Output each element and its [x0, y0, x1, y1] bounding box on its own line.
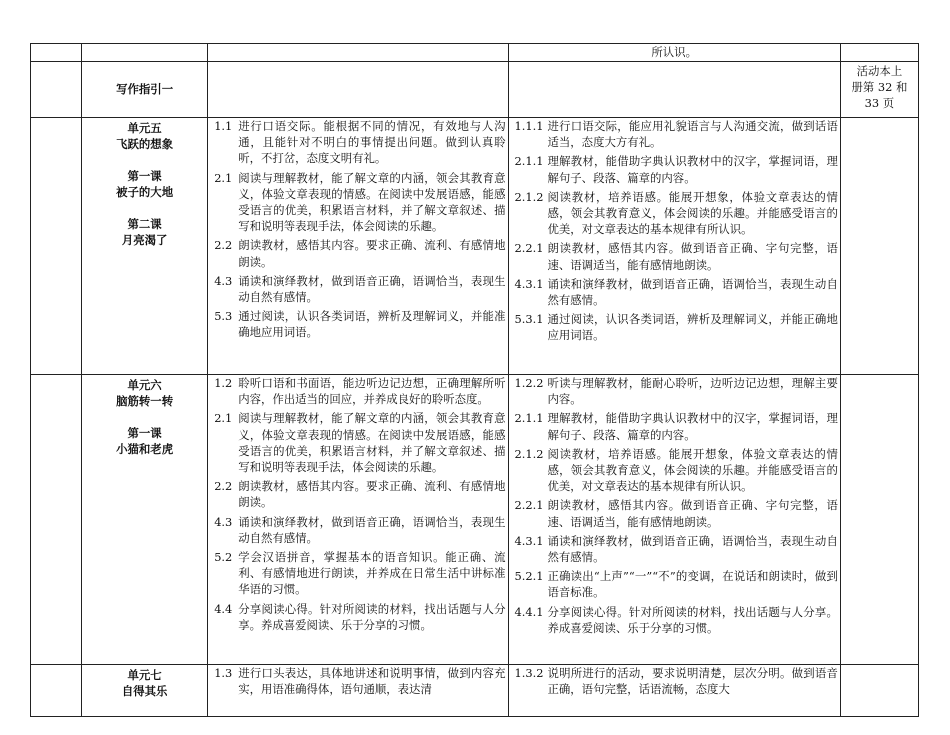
- objective-item: 4.4.1 分享阅读心得。针对所阅读的材料，找出话题与人分享。养成喜爱阅读、乐于分享的习惯。: [514, 604, 838, 635]
- standard-item: 5.2 学会汉语拼音，掌握基本的语音知识。能正确、流利、有感情地进行朗读，并养成在日常生活中讲标准华语的习惯。: [214, 550, 506, 597]
- continuation-row: [31, 44, 919, 62]
- unit-theme: 飞跃的想象: [116, 137, 174, 151]
- objectives-cell: [508, 375, 840, 665]
- objective-cell: [508, 44, 840, 62]
- objective-item: 1.2.2 听读与理解教材，能耐心聆听，边听边记边想，理解主要内容。: [514, 376, 838, 407]
- standard-item: 2.1 阅读与理解教材，能了解文章的内涵，领会其教育意义，体验文章表现的情感。在阅读中发展语感，能感受语言的优美，积累语言材料，并了解文章叙述、描写和说明等表现手法，体会阅读的乐趣。: [214, 170, 506, 234]
- reference-line: 册第 32 和: [851, 80, 908, 95]
- unit-title: 单元六: [127, 378, 162, 392]
- standard-item: 5.3 通过阅读，认识各类词语，辨析及理解词义，并能准确地应用词语。: [214, 309, 506, 340]
- lesson-title: 被子的大地: [116, 185, 174, 199]
- standard-item: 2.1 阅读与理解教材，能了解文章的内涵，领会其教育意义，体验文章表现的情感。在阅读中发展语感，能感受语言的优美，积累语言材料，并了解文章叙述、描写和说明等表现手法，体会阅读的乐趣。: [214, 411, 506, 475]
- objectives-cell: [508, 118, 840, 375]
- unit7-titles: [82, 665, 208, 717]
- standard-cell: [208, 44, 508, 62]
- continuation-text: 所认识。: [651, 45, 697, 59]
- week-cell: [31, 62, 82, 118]
- objective-item: 2.1.2 阅读教材，培养语感。能展开想象，体验文章表达的情感，领会其教育意义，体会阅读的乐趣。并能感受语言的优美，对文章表达的基本规律有所认识。: [514, 189, 838, 237]
- standard-item: 2.2 朗读教材，感悟其内容。要求正确、流利、有感情地朗读。: [214, 479, 506, 510]
- curriculum-table-page: [30, 43, 919, 720]
- objective-item: 2.2.1 朗读教材，感悟其内容。做到语音正确、字句完整，语速、语调适当，能有感情地朗读。: [514, 241, 838, 272]
- objective-item: 4.3.1 诵读和演绎教材，做到语音正确，语调恰当，表现生动自然有感情。: [514, 533, 838, 565]
- standard-item: 1.3 进行口头表达，具体地讲述和说明事情，做到内容充实，用语准确得体，语句通顺，表达清: [214, 666, 506, 697]
- objective-item: 2.1.2 阅读教材，培养语感。能展开想象，体验文章表达的情感，领会其教育意义，体会阅读的乐趣。并能感受语言的优美，对文章表达的基本规律有所认识。: [514, 446, 838, 494]
- objective-item: 4.3.1 诵读和演绎教材，做到语音正确，语调恰当，表现生动自然有感情。: [514, 276, 838, 308]
- standard-item: 4.4 分享阅读心得。针对所阅读的材料，找出话题与人分享。养成喜爱阅读、乐于分享的习惯。: [214, 601, 506, 632]
- standards-cell: [208, 375, 508, 665]
- lesson-title: 月亮渴了: [121, 233, 168, 247]
- lesson-label: 第二课: [127, 217, 162, 231]
- lesson-label: 第一课: [127, 426, 162, 440]
- unit5-row: [31, 118, 919, 375]
- unit7-row: [31, 665, 919, 717]
- standards-cell: [208, 118, 508, 375]
- week-cell: [31, 44, 82, 62]
- activity-book-reference: [840, 62, 918, 118]
- objective-item: 2.2.1 朗读教材，感悟其内容。做到语音正确、字句完整，语速、语调适当，能有感情地朗读。: [514, 498, 838, 529]
- writing-guide-title: 写作指引一: [82, 62, 208, 118]
- objective-item: 1.3.2 说明所进行的活动，要求说明清楚，层次分明。做到语音正确，语句完整，话语流畅，态度大: [514, 666, 838, 697]
- objectives-cell: [508, 665, 840, 717]
- week-cell: [31, 665, 82, 717]
- standard-item: 1.1 进行口语交际。能根据不同的情况，有效地与人沟通，且能针对不明白的事情提出问题。做到认真聆听，不打岔，态度文明有礼。: [214, 119, 506, 166]
- week-cell: [31, 118, 82, 375]
- unit-title: 单元五: [127, 121, 162, 135]
- standard-item: 2.2 朗读教材，感悟其内容。要求正确、流利、有感情地朗读。: [214, 238, 506, 269]
- standard-cell: [208, 62, 508, 118]
- note-cell: [840, 375, 918, 665]
- reference-line: 活动本上: [856, 64, 903, 78]
- note-cell: [840, 44, 918, 62]
- standard-item: 1.2 聆听口语和书面语，能边听边记边想，正确理解所听内容，作出适当的回应，并养成良好的聆听态度。: [214, 376, 506, 407]
- objective-item: 1.1.1 进行口语交际，能应用礼貌语言与人沟通交流，做到话语适当，态度大方有礼。: [514, 119, 838, 150]
- standard-item: 4.3 诵读和演绎教材，做到语音正确，语调恰当，表现生动自然有感情。: [214, 514, 506, 545]
- objective-item: 2.1.1 理解教材，能借助字典认识教材中的汉字，掌握词语，理解句子、段落、篇章的内容。: [514, 411, 838, 442]
- lesson-label: 第一课: [127, 169, 162, 183]
- unit-title: 单元七: [127, 668, 162, 682]
- objective-item: 5.3.1 通过阅读，认识各类词语，辨析及理解词义，并能正确地应用词语。: [514, 312, 838, 343]
- unit-theme: 脑筋转一转: [116, 394, 174, 408]
- note-cell: [840, 665, 918, 717]
- objective-item: 5.2.1 正确读出“上声”“一”“不”的变调，在说话和朗读时，做到语音标准。: [514, 569, 838, 600]
- unit6-titles: [82, 375, 208, 665]
- objective-item: 2.1.1 理解教材，能借助字典认识教材中的汉字，掌握词语，理解句子、段落、篇章的内容。: [514, 154, 838, 185]
- standard-item: 4.3 诵读和演绎教材，做到语音正确，语调恰当，表现生动自然有感情。: [214, 273, 506, 305]
- unit5-titles: [82, 118, 208, 375]
- unit-theme: 自得其乐: [121, 684, 168, 698]
- lesson-title: 小猫和老虎: [116, 442, 174, 456]
- week-cell: [31, 375, 82, 665]
- note-cell: [840, 118, 918, 375]
- unit-cell: [82, 44, 208, 62]
- curriculum-table: [30, 43, 919, 717]
- writing-guide-row: [31, 62, 919, 118]
- unit6-row: [31, 375, 919, 665]
- reference-line: 33 页: [864, 96, 895, 111]
- standards-cell: [208, 665, 508, 717]
- objective-cell: [508, 62, 840, 118]
